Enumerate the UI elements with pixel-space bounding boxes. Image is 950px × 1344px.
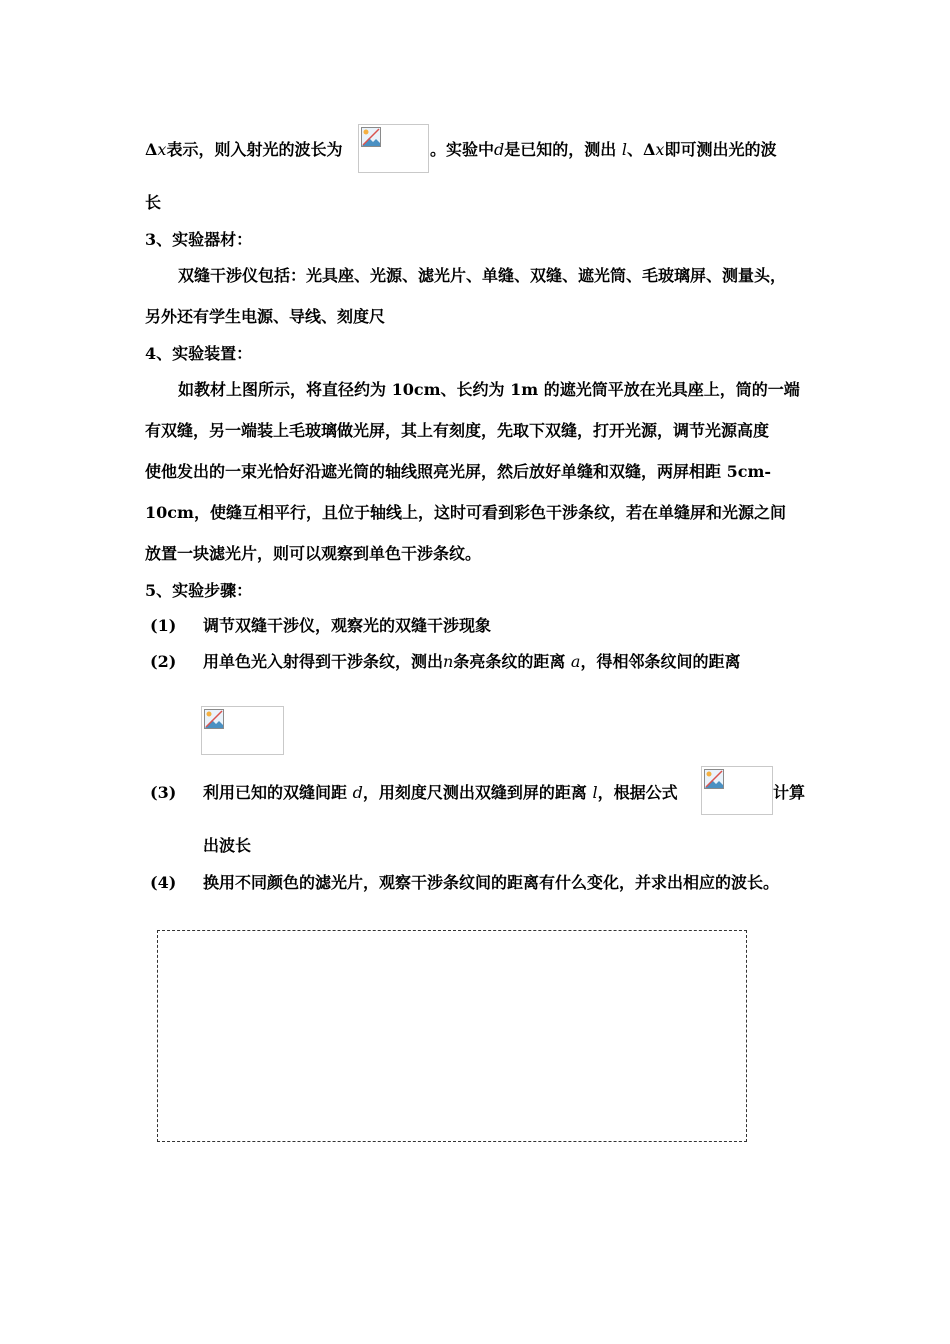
- intro-line-2: 长: [145, 193, 162, 212]
- section3-para-line2: 另外还有学生电源、导线、刻度尺: [145, 307, 386, 326]
- step3-text-d: 计算: [773, 783, 806, 802]
- step3-text-b: ，用刻度尺测出双缝到屏的距离: [362, 783, 587, 802]
- formula-image-wavelength: [358, 124, 429, 173]
- section4-line-2: 有双缝，另一端装上毛玻璃做光屏，其上有刻度，先取下双缝，打开光源，调节光源高度: [145, 421, 770, 440]
- broken-image-icon: [204, 709, 224, 729]
- section4-line-5: 放置一块滤光片，则可以观察到单色干涉条纹。: [145, 544, 482, 563]
- step2-text-c: ，得相邻条纹间的距离: [580, 652, 741, 671]
- var-x2: x: [655, 140, 665, 159]
- step4-text: 换用不同颜色的滤光片，观察干涉条纹间的距离有什么变化，并求出相应的波长。: [203, 873, 780, 892]
- section3-para-line1: 双缝干涉仪包括：光具座、光源、滤光片、单缝、双缝、遮光筒、毛玻璃屏、测量头，: [178, 266, 787, 285]
- step2-text-a: 用单色光入射得到干涉条纹，测出: [203, 652, 444, 671]
- var-d: d: [352, 783, 363, 802]
- step3-number: (3): [150, 783, 177, 802]
- intro-text-b: 表示，则入射光的波长为: [166, 140, 343, 159]
- intro-line-1-cont: [430, 140, 776, 160]
- section3-heading: 3、实验器材：: [145, 230, 253, 249]
- delta-symbol: Δ: [145, 140, 158, 159]
- empty-dashed-box: [157, 930, 747, 1142]
- step4-number: (4): [150, 873, 177, 892]
- section4-line-3: 使他发出的一束光恰好沿遮光筒的轴线照亮光屏，然后放好单缝和双缝，两屏相距 5cm-: [145, 462, 772, 481]
- intro-text-f: 、Δ: [626, 140, 656, 159]
- section4-heading: 4、实验装置：: [145, 344, 253, 363]
- step1-text: 调节双缝干涉仪，观察光的双缝干涉现象: [203, 616, 492, 635]
- step2-number: (2): [150, 652, 177, 671]
- broken-image-icon: [361, 127, 381, 147]
- var-l: l: [592, 783, 598, 802]
- formula-image-wavelength-formula: [701, 766, 773, 815]
- section4-line-4: 10cm，使缝互相平行，且位于轴线上，这时可看到彩色干涉条纹，若在单缝屏和光源之间: [145, 503, 786, 522]
- var-d: d: [494, 140, 505, 159]
- step3-text: [203, 783, 678, 803]
- var-n: n: [443, 652, 454, 671]
- var-a: a: [570, 652, 581, 671]
- step2-text: [203, 652, 740, 672]
- intro-text-g: 即可测出光的波: [664, 140, 777, 159]
- intro-line-1: [145, 140, 342, 160]
- formula-image-fringe-spacing: [201, 706, 284, 755]
- step2-text-b: 条亮条纹的距离: [453, 652, 566, 671]
- var-l: l: [621, 140, 627, 159]
- broken-image-icon: [704, 769, 724, 789]
- step3-text-a: 利用已知的双缝间距: [203, 783, 348, 802]
- section5-heading: 5、实验步骤：: [145, 581, 253, 600]
- section4-line-1: 如教材上图所示，将直径约为 10cm、长约为 1m 的遮光筒平放在光具座上，筒的一端: [178, 380, 800, 399]
- step1-number: (1): [150, 616, 177, 635]
- step3-text-c: ，根据公式: [597, 783, 678, 802]
- intro-text-e: 是已知的，测出: [504, 140, 617, 159]
- intro-text-c: 。实验中: [430, 140, 495, 159]
- var-x: x: [157, 140, 167, 159]
- step3-text-line2: 出波长: [203, 836, 252, 855]
